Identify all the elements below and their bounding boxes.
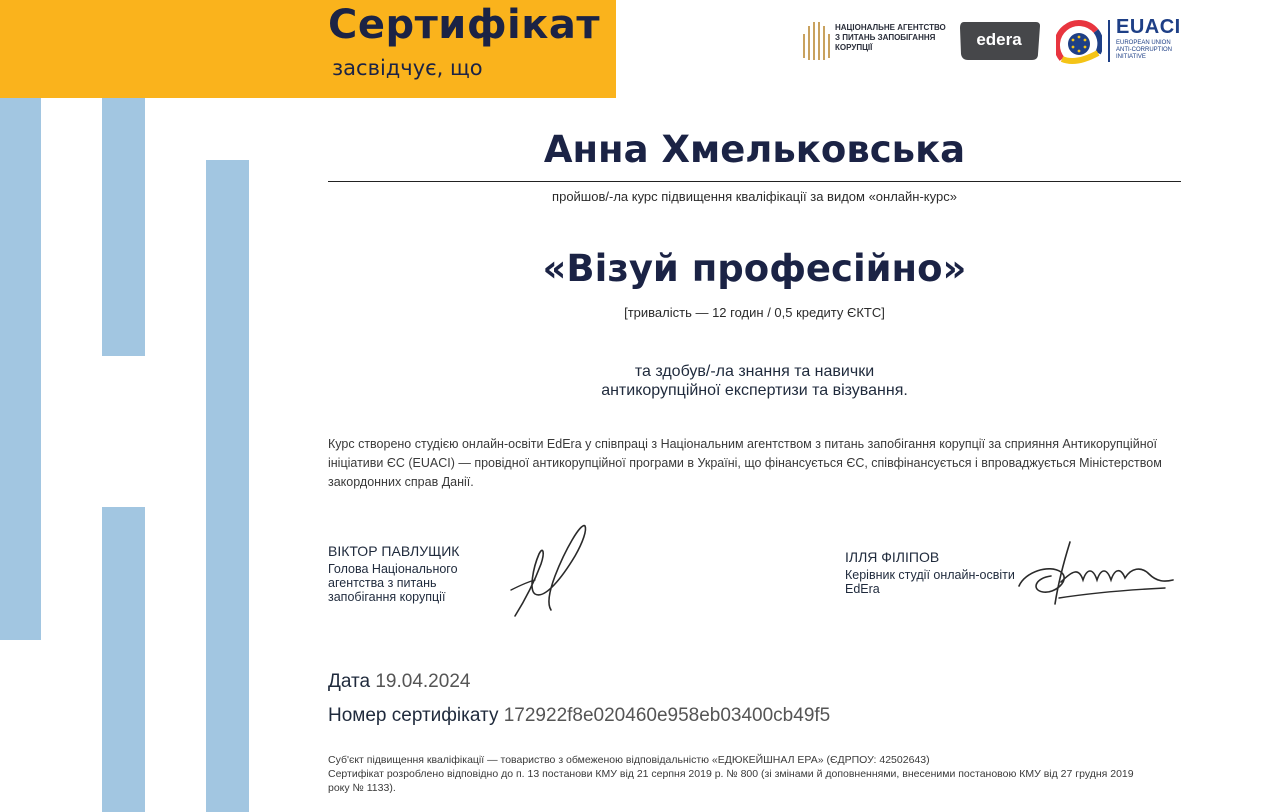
legal-footer <box>328 753 1158 795</box>
nazk-logo-line: КОРУПЦІЇ <box>835 43 873 52</box>
recipient-name: Анна Хмельковська <box>543 128 966 171</box>
completion-statement: пройшов/-ла курс підвищення кваліфікації за видом «онлайн-курс» <box>552 189 957 204</box>
decorative-stripe <box>102 507 145 812</box>
certificate-title: Сертифікат <box>328 2 601 48</box>
edera-logo <box>960 20 1042 62</box>
decorative-stripe <box>206 160 249 812</box>
signature-left-image <box>505 520 595 622</box>
euaci-logo-icon <box>1056 19 1102 65</box>
signature-right-image <box>1015 538 1177 610</box>
issue-date-value: 19.04.2024 <box>375 671 471 692</box>
signatory-right <box>845 550 1015 596</box>
euaci-logo-line: EUROPEAN UNION <box>1116 40 1171 46</box>
footer-line: Сертифікат розроблено відповідно до п. 13 постанови КМУ від 21 серпня 2019 р. № 800 (зі змінами й доповненнями, внесеними постановою КМУ від 27 грудня 2019 року № 1133). <box>328 768 1134 794</box>
signatory-name: ВІКТОР ПАВЛУЩИК <box>328 543 460 559</box>
issue-date <box>328 671 470 693</box>
certificate-subtitle: засвідчує, що <box>332 56 483 80</box>
certificate-number-label: Номер сертифікату <box>328 705 499 726</box>
course-title: «Візуй професійно» <box>542 247 967 290</box>
signatory-role: Керівник студії онлайн-освіти EdEra <box>845 568 1015 596</box>
skills-line: антикорупційної експертизи та візування. <box>601 382 908 399</box>
euaci-logo-subtitle <box>1116 40 1186 61</box>
decorative-stripe <box>102 98 145 356</box>
course-description: Курс створено студією онлайн-освіти EdEra у співпраці з Національним агентством з питань запобігання корупції за сприяння Антикорупційної ініціативи ЄС (EUACI) — провідної антикорупційної програми в Україні, що фінансується ЄС, співфінансується і впроваджується Міністерством закордонних справ Данії. <box>328 437 1162 489</box>
euaci-logo <box>1056 18 1186 66</box>
signatory-name: ІЛЛЯ ФІЛІПОВ <box>845 549 940 565</box>
name-underline <box>328 181 1181 182</box>
euaci-logo-line: ANTI-CORRUPTION <box>1116 47 1172 53</box>
skills-statement <box>328 362 1181 400</box>
signatory-role: Голова Національного агентства з питань запобігання корупції <box>328 562 458 604</box>
nazk-logo <box>802 20 954 62</box>
euaci-logo-divider <box>1108 20 1110 62</box>
euaci-logo-line: INITIATIVE <box>1116 54 1146 60</box>
issue-date-label: Дата <box>328 671 371 692</box>
decorative-stripe <box>0 98 41 640</box>
certificate-number <box>328 705 830 727</box>
euaci-logo-name: EUACI <box>1116 16 1181 38</box>
course-duration: [тривалість — 12 годин / 0,5 кредиту ЄКТС] <box>624 305 885 320</box>
nazk-logo-text <box>835 23 953 53</box>
certificate-number-value: 172922f8e020460e958eb03400cb49f5 <box>503 705 831 726</box>
nazk-logo-line: НАЦІОНАЛЬНЕ АГЕНТСТВО <box>835 23 946 32</box>
skills-line: та здобув/-ла знання та навички <box>634 363 875 380</box>
nazk-logo-line: З ПИТАНЬ ЗАПОБІГАННЯ <box>835 33 936 42</box>
footer-line: Суб'єкт підвищення кваліфікації — товариство з обмеженою відповідальністю «ЕДЮКЕЙШНАЛ ЕРА» (ЄДРПОУ: 42502643) <box>328 754 930 766</box>
edera-logo-text: edera <box>976 30 1022 49</box>
signatory-left <box>328 544 498 604</box>
nazk-logo-icon <box>802 20 830 62</box>
